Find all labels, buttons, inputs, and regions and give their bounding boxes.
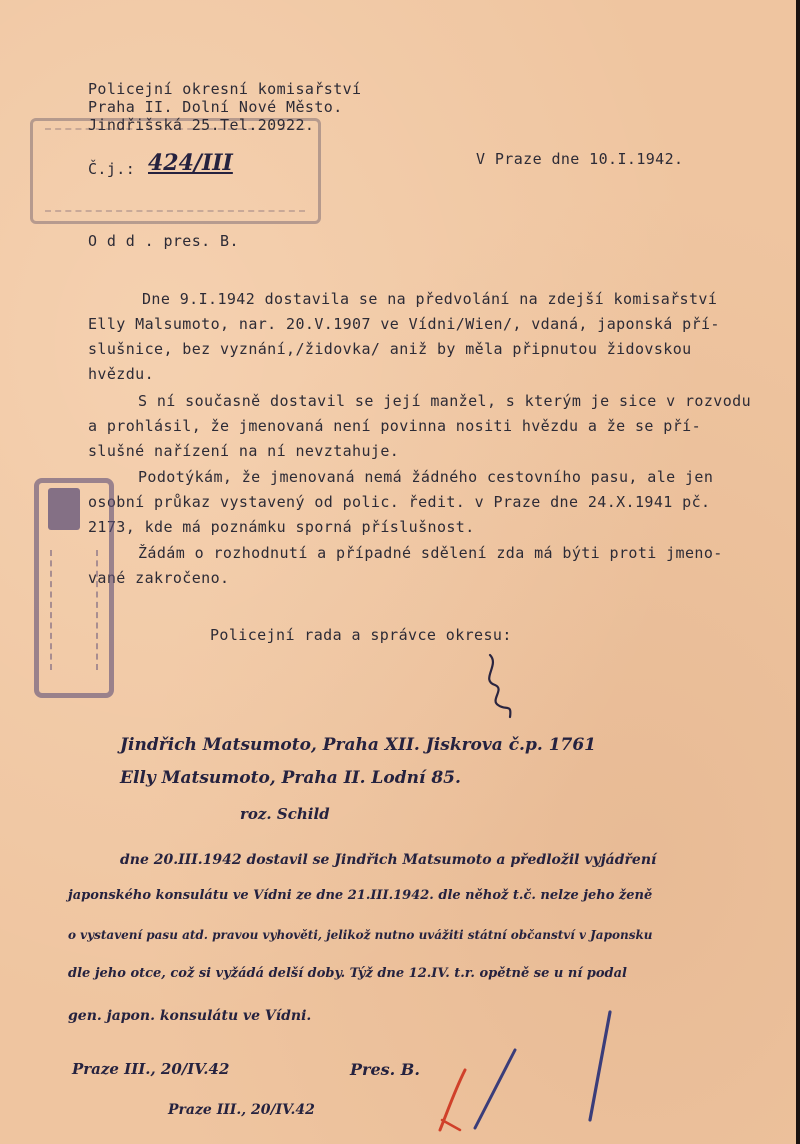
p4-line-1: Žádám o rozhodnutí a případné sdělení zda má býti proti jmeno- [138, 544, 723, 562]
p1-line-3: slušnice, bez vyznání,/židovka/ aniž by měla připnutou židovskou [88, 340, 692, 358]
reference-label: Č.j.: [88, 160, 136, 178]
p2-line-3: slušné nařízení na ní nevztahuje. [88, 442, 400, 460]
p3-line-2: osobní průkaz vystavený od polic. ředit. v Praze dne 24.X.1941 pč. [88, 493, 711, 511]
p1-line-2: Elly Malsumoto, nar. 20.V.1907 ve Vídni/Wien/, vdaná, japonská pří- [88, 315, 720, 333]
note-line-3: o vystavení pasu atd. pravou vyhověti, jelikož nutno uvážiti státní občanství v Japonsku [68, 928, 653, 942]
p2-line-2: a prohlásil, že jmenovaná není povinna nositi hvězdu a že se pří- [88, 417, 701, 435]
handwritten-date-1: Praze III., 20/IV.42 [72, 1060, 230, 1078]
reference-number: 424/III [148, 150, 233, 176]
scan-edge [796, 0, 800, 1144]
handwritten-address-2: Elly Matsumoto, Praha II. Lodní 85. [120, 768, 461, 788]
department-line: O d d . pres. B. [88, 232, 239, 250]
rubber-stamp-mark [48, 488, 80, 530]
p3-line-3: 2173, kde má poznámku sporná příslušnost. [88, 518, 475, 536]
p1-line-4: hvězdu. [88, 365, 155, 383]
office-line-1: Policejní okresní komisařství [88, 80, 362, 98]
signature-title: Policejní rada a správce okresu: [210, 626, 512, 644]
handwritten-address-1: Jindřich Matsumoto, Praha XII. Jiskrova č.p. 1761 [120, 735, 597, 755]
handwritten-date-2: Praze III., 20/IV.42 [168, 1102, 315, 1118]
pencil-marks [420, 1010, 640, 1144]
note-line-1: dne 20.III.1942 dostavil se Jindřich Matsumoto a předložil vyjádření [120, 852, 657, 868]
date-line: V Praze dne 10.I.1942. [476, 150, 684, 168]
p3-line-1: Podotýkám, že jmenovaná nemá žádného cestovního pasu, ale jen [138, 468, 714, 486]
note-line-2: japonského konsulátu ve Vídni ze dne 21.III.1942. dle něhož t.č. nelze jeho ženě [68, 888, 653, 903]
handwritten-address-3: roz. Schild [240, 805, 330, 823]
rubber-stamp-text-band [50, 550, 98, 670]
official-signature [470, 645, 530, 725]
office-line-3: Jindřišská 25.Tel.20922. [88, 116, 315, 134]
p1-line-1: Dne 9.I.1942 dostavila se na předvolání na zdejší komisařství [142, 290, 718, 308]
p2-line-1: S ní současně dostavil se její manžel, s kterým je sice v rozvodu [138, 392, 751, 410]
p4-line-2: vané zakročeno. [88, 569, 230, 587]
note-line-4: dle jeho otce, což si vyžádá delší doby. Týž dne 12.IV. t.r. opětně se u ní podal [68, 966, 627, 981]
note-line-5: gen. japon. konsulátu ve Vídni. [68, 1008, 312, 1024]
office-line-2: Praha II. Dolní Nové Město. [88, 98, 343, 116]
handwritten-pres: Pres. B. [350, 1060, 420, 1079]
